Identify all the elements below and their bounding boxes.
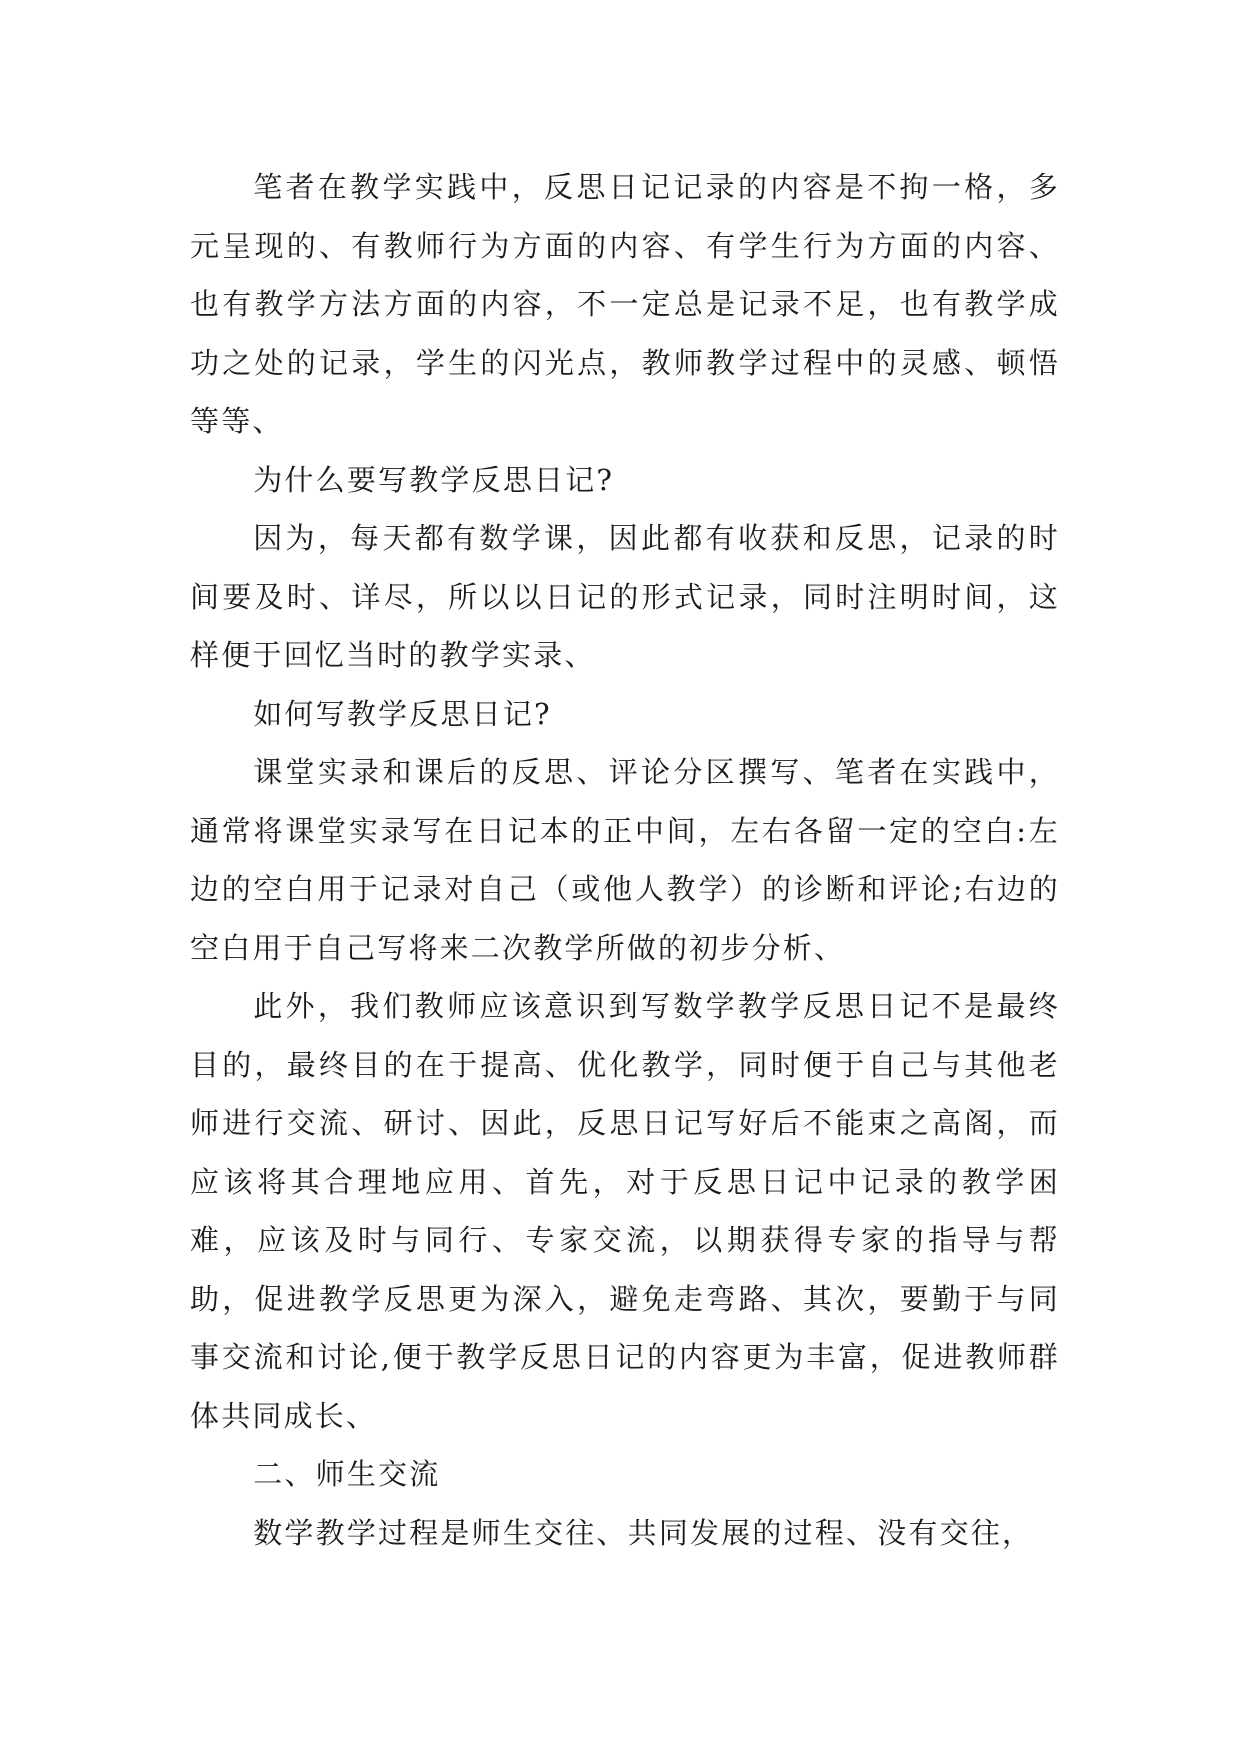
- paragraph-how-answer: 课堂实录和课后的反思、评论分区撰写、笔者在实践中，通常将课堂实录写在日记本的正中间，左右各留一定的空白:左边的空白用于记录对自己（或他人教学）的诊断和评论;右边的空白用于自己写将来二次教学所做的初步分析、: [190, 755, 1060, 965]
- paragraph-why-answer: 因为，每天都有数学课，因此都有收获和反思，记录的时间要及时、详尽，所以以日记的形式记录，同时注明时间，这样便于回忆当时的教学实录、: [190, 521, 1060, 672]
- section-heading-teacher-student-communication: 二、师生交流: [253, 1457, 441, 1491]
- paragraph-communication-intro: 数学教学过程是师生交往、共同发展的过程、没有交往，: [253, 1515, 1034, 1550]
- document-body: [190, 158, 1060, 1562]
- paragraph-reflection-content: 笔者在教学实践中，反思日记记录的内容是不拘一格，多元呈现的、有教师行为方面的内容、有学生行为方面的内容、也有教学方法方面的内容，不一定总是记录不足，也有教学成功之处的记录，学生的闪光点，教师教学过程中的灵感、顿悟等等、: [190, 170, 1060, 438]
- heading-how-to-write-diary: 如何写教学反思日记?: [253, 696, 552, 731]
- heading-why-write-diary: 为什么要写教学反思日记?: [253, 462, 615, 497]
- paragraph-additional-notes: 此外，我们教师应该意识到写数学教学反思日记不是最终目的，最终目的在于提高、优化教学，同时便于自己与其他老师进行交流、研讨、因此，反思日记写好后不能束之高阁，而应该将其合理地应用、首先，对于反思日记中记录的教学困难，应该及时与同行、专家交流，以期获得专家的指导与帮助，促进教学反思更为深入，避免走弯路、其次，要勤于与同事交流和讨论,便于教学反思日记的内容更为丰富，促进教师群体共同成长、: [190, 989, 1060, 1433]
